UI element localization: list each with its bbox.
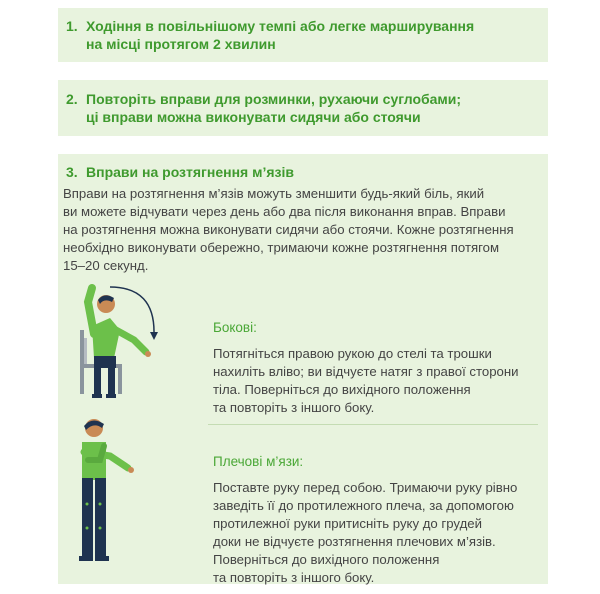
step-2-title-line-1: Повторіть вправи для розминки, рухаючи суглобами;	[86, 91, 462, 107]
step-2-title-line-2: ці вправи можна виконувати сидячи або стоячи	[86, 109, 421, 125]
divider	[208, 424, 538, 425]
intro-line: необхідно виконувати обережно, тримаючи кожне розтягнення потягом	[63, 240, 500, 255]
step-1-card	[58, 8, 548, 62]
exercise-side-line: тіла. Поверніться до вихідного положення	[213, 382, 471, 397]
step-2-number: 2.	[66, 91, 78, 107]
step-2-title	[66, 90, 461, 126]
exercise-side-line: Потягніться правою рукою до стелі та трошки	[213, 346, 492, 361]
exercise-shoulder-line: заведіть її до протилежного плеча, за допомогою	[213, 498, 514, 513]
intro-line: на розтягнення можна виконувати сидячи або стоячи. Кожне розтягнення	[63, 222, 514, 237]
step-2-card	[58, 80, 548, 136]
exercise-shoulder-line: Поверніться до вихідного положення	[213, 552, 440, 567]
exercise-shoulder-line: та повторіть з іншого боку.	[213, 570, 375, 585]
intro-line: ви можете відчувати через день або два після виконання вправ. Вправи	[63, 204, 506, 219]
step-1-title-line-1: Ходіння в повільнішому темпі або легке марширування	[86, 18, 475, 34]
step-3-title	[66, 163, 294, 181]
exercise-shoulder-line: протилежної руки притисніть руку до грудей	[213, 516, 482, 531]
step-1-number: 1.	[66, 18, 78, 34]
step-3-intro	[63, 185, 543, 275]
exercise-side-line: нахиліть вліво; ви відчуєте натяг з правої сторони	[213, 364, 519, 379]
step-3-title-text: Вправи на розтягнення м’язів	[86, 164, 294, 180]
exercise-side-line: та повторіть з іншого боку.	[213, 400, 375, 415]
exercise-shoulder-text	[213, 479, 517, 587]
side-stretch-illustration	[70, 282, 170, 402]
shoulder-stretch-illustration	[70, 416, 150, 566]
step-3-number: 3.	[66, 164, 78, 180]
step-1-title-line-2: на місці протягом 2 хвилин	[86, 36, 276, 52]
intro-line: Вправи на розтягнення м’язів можуть зменшити будь-який біль, який	[63, 186, 485, 201]
exercise-side-title: Бокові:	[213, 320, 257, 335]
exercise-shoulder-title: Плечові м’язи:	[213, 454, 304, 469]
exercise-shoulder-line: Поставте руку перед собою. Тримаючи руку рівно	[213, 480, 518, 495]
intro-line: 15–20 секунд.	[63, 258, 149, 273]
step-3-card	[58, 154, 548, 584]
step-1-title	[66, 17, 474, 53]
exercise-side-text	[213, 345, 519, 417]
exercise-shoulder-line: доки не відчуєте розтягнення плечових м’язів.	[213, 534, 496, 549]
